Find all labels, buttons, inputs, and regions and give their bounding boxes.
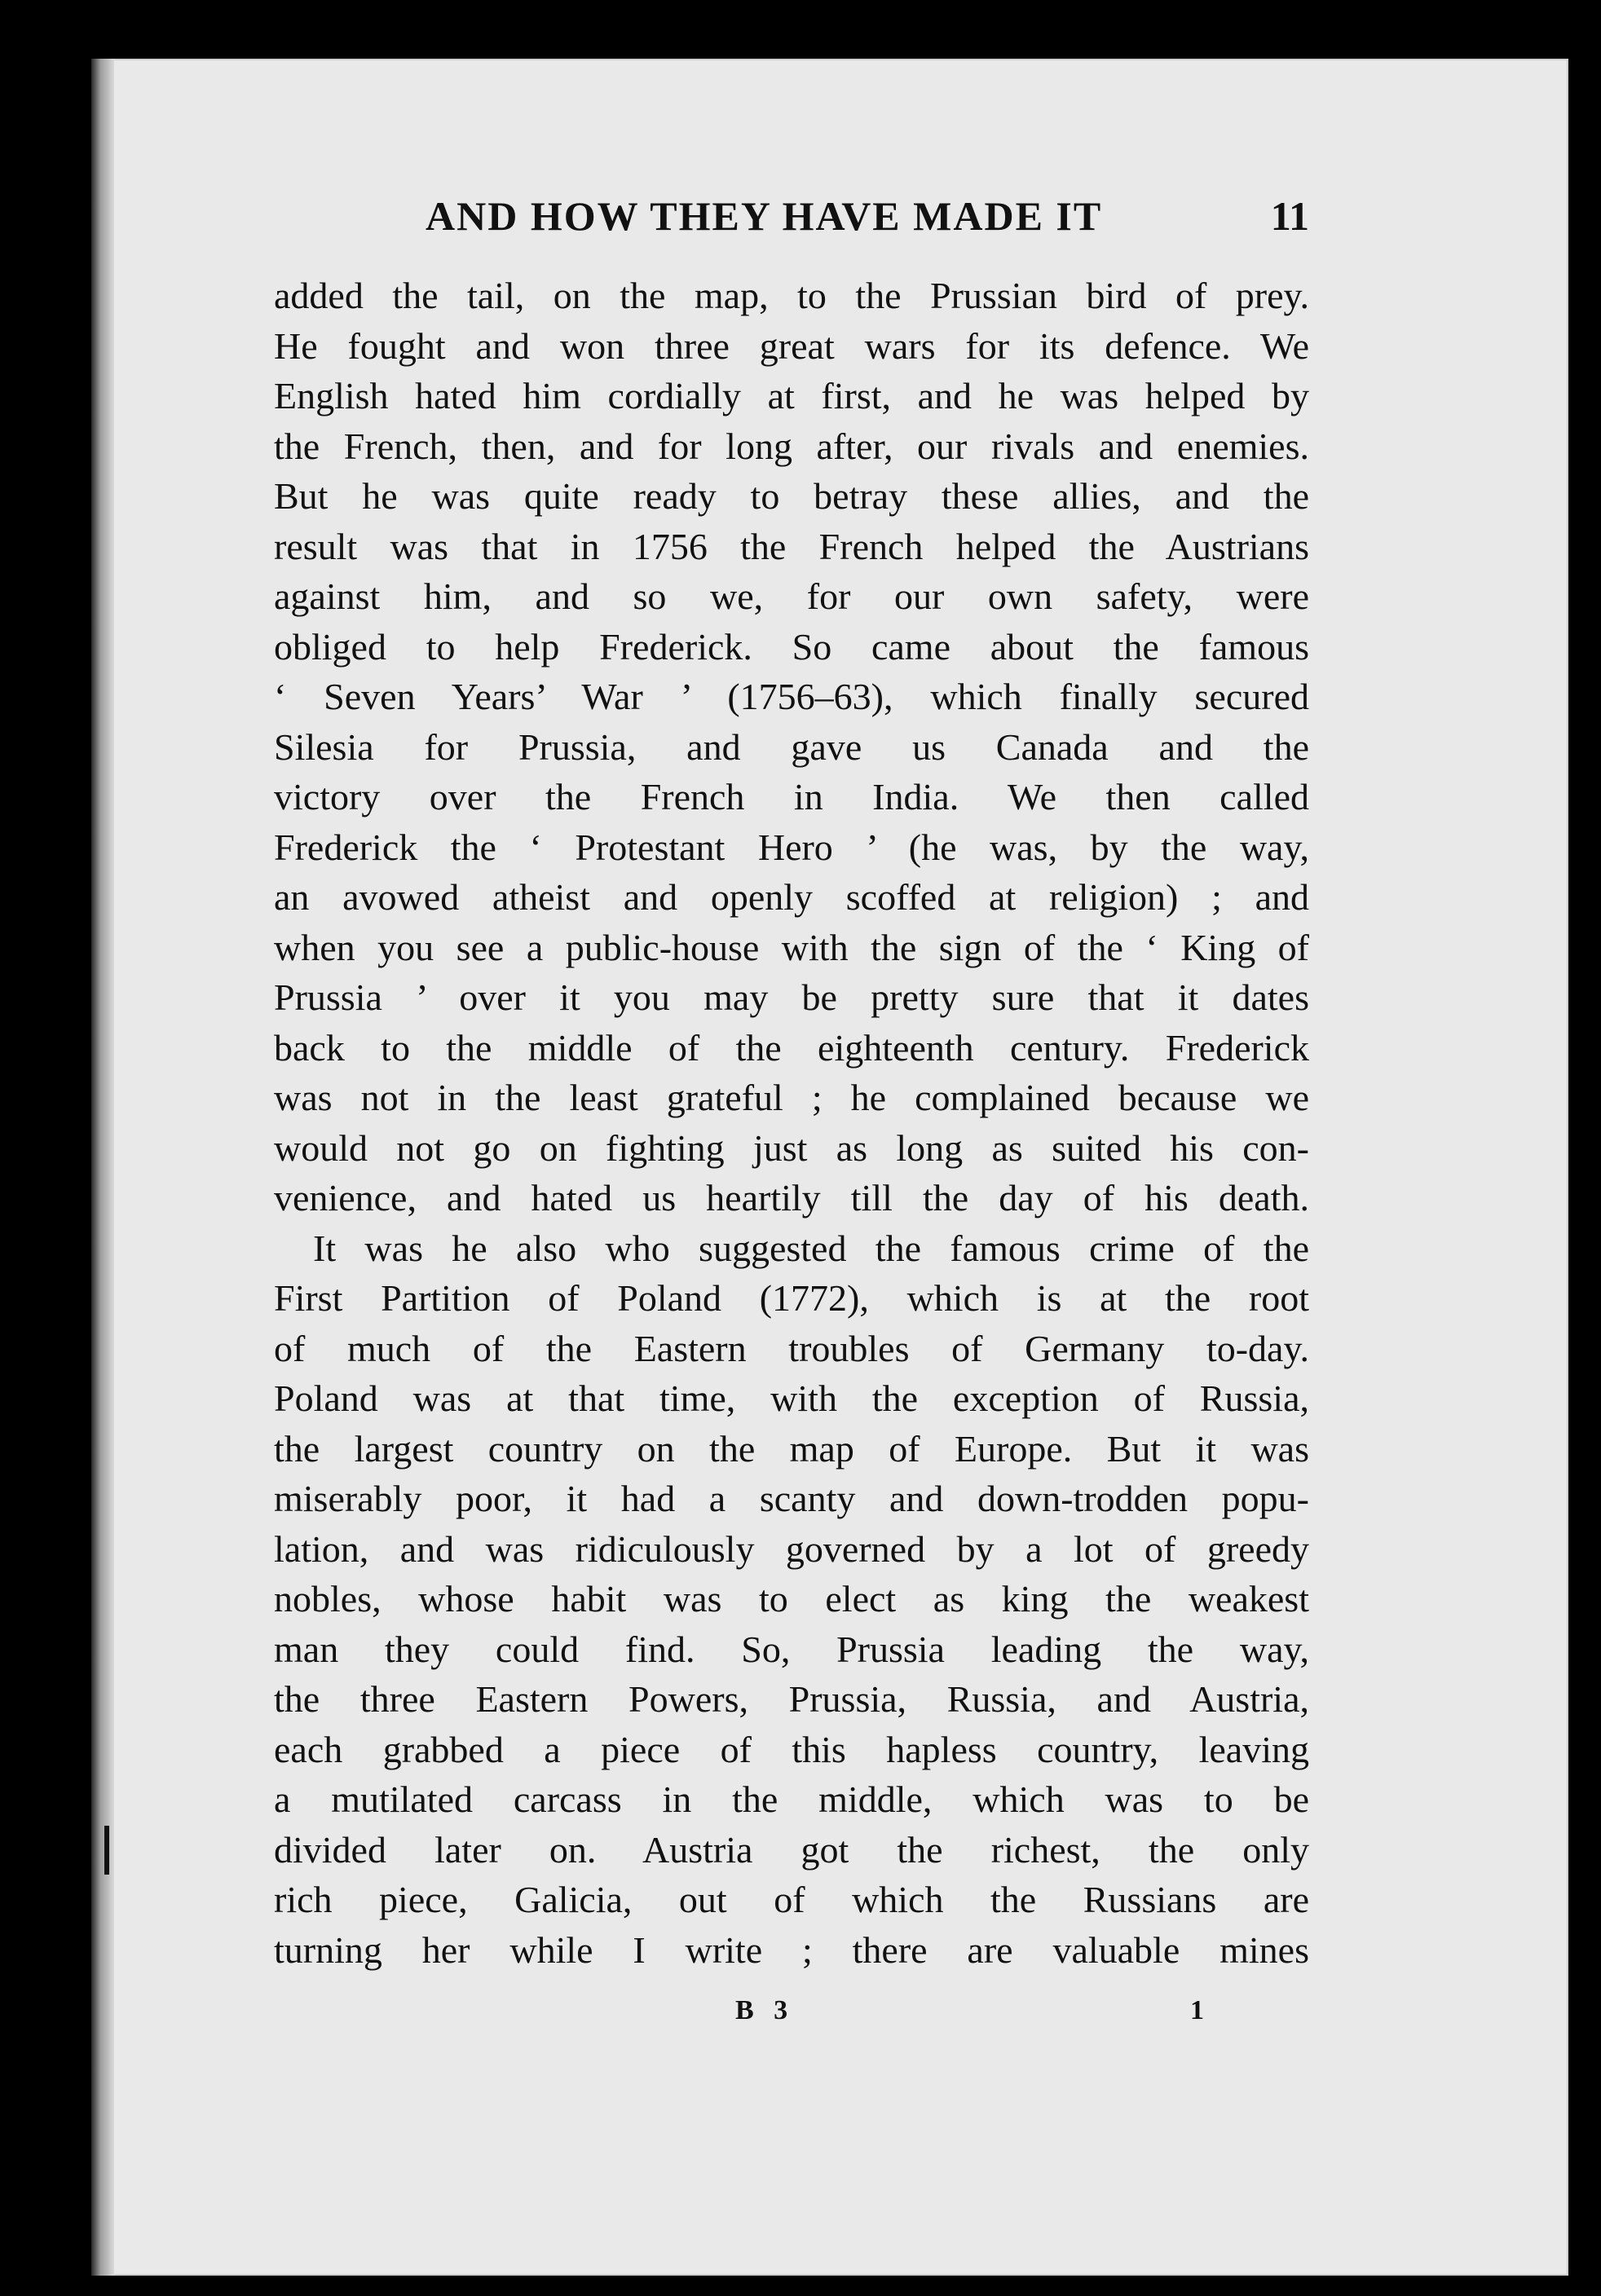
text-line: miserably poor, it had a scanty and down-trodden popu-	[274, 1478, 1309, 1519]
text-line: would not go on fighting just as long as suited his con-	[274, 1126, 1309, 1169]
text-line: against him, and so we, for our own safety, were	[274, 575, 1309, 617]
text-line: ‘ Seven Years’ War ’ (1756–63), which finally secured	[274, 676, 1309, 717]
text-line: the French, then, and for long after, our rivals and enemies.	[274, 425, 1309, 467]
text-line: was not in the least grateful ; he complained because we	[274, 1077, 1309, 1118]
text-line: rich piece, Galicia, out of which the Russians are	[274, 1879, 1309, 1920]
text-line: It was he also who suggested the famous crime of the	[313, 1227, 1309, 1269]
body-text	[274, 271, 1309, 1975]
text-line: Silesia for Prussia, and gave us Canada and the	[274, 725, 1309, 768]
text-line: a mutilated carcass in the middle, which was to be	[274, 1778, 1309, 1820]
gutter-mark	[104, 1826, 109, 1875]
text-line: Prussia ’ over it you may be pretty sure that it dates	[274, 976, 1309, 1018]
text-line: victory over the French in India. We then called	[274, 776, 1309, 817]
text-line: Frederick the ‘ Protestant Hero ’ (he was, by the way,	[274, 826, 1309, 868]
text-line: result was that in 1756 the French helped the Austrians	[274, 525, 1309, 567]
text-line: lation, and was ridiculously governed by a lot of greedy	[274, 1527, 1309, 1570]
page-gutter	[91, 59, 114, 2276]
text-line: obliged to help Frederick. So came about the famous	[274, 625, 1309, 668]
text-line: English hated him cordially at first, and he was helped by	[274, 375, 1309, 416]
text-line: venience, and hated us heartily till the day of his death.	[274, 1177, 1309, 1219]
text-line: turning her while I write ; there are valuable mines	[274, 1928, 1309, 1971]
text-line: nobles, whose habit was to elect as king the weakest	[274, 1578, 1309, 1620]
sheet-number: 1	[1190, 1995, 1204, 2025]
running-head	[277, 186, 1309, 251]
running-title: AND HOW THEY HAVE MADE IT	[426, 193, 1103, 239]
signature-mark: B 3	[735, 1995, 795, 2025]
text-line: the largest country on the map of Europe. But it was	[274, 1427, 1309, 1470]
text-line: First Partition of Poland (1772), which is at the root	[274, 1277, 1309, 1319]
page-number: 11	[1270, 193, 1309, 239]
text-line: man they could find. So, Prussia leading the way,	[274, 1628, 1309, 1670]
text-line: But he was quite ready to betray these allies, and the	[274, 475, 1309, 517]
page-footer	[274, 1995, 1309, 2044]
text-line: each grabbed a piece of this hapless country, leaving	[274, 1728, 1309, 1770]
text-line: divided later on. Austria got the richest, the only	[274, 1828, 1309, 1871]
text-line: when you see a public-house with the sign of the ‘ King of	[274, 926, 1309, 968]
text-line: the three Eastern Powers, Prussia, Russia, and Austria,	[274, 1678, 1309, 1720]
text-line: Poland was at that time, with the exception of Russia,	[274, 1377, 1309, 1419]
text-line: added the tail, on the map, to the Prussian bird of prey.	[274, 275, 1309, 316]
text-line: an avowed atheist and openly scoffed at religion) ; and	[274, 876, 1309, 918]
text-line: He fought and won three great wars for its defence. We	[274, 324, 1309, 367]
text-line: back to the middle of the eighteenth century. Frederick	[274, 1026, 1309, 1069]
text-line: of much of the Eastern troubles of Germany to-day.	[274, 1327, 1309, 1369]
